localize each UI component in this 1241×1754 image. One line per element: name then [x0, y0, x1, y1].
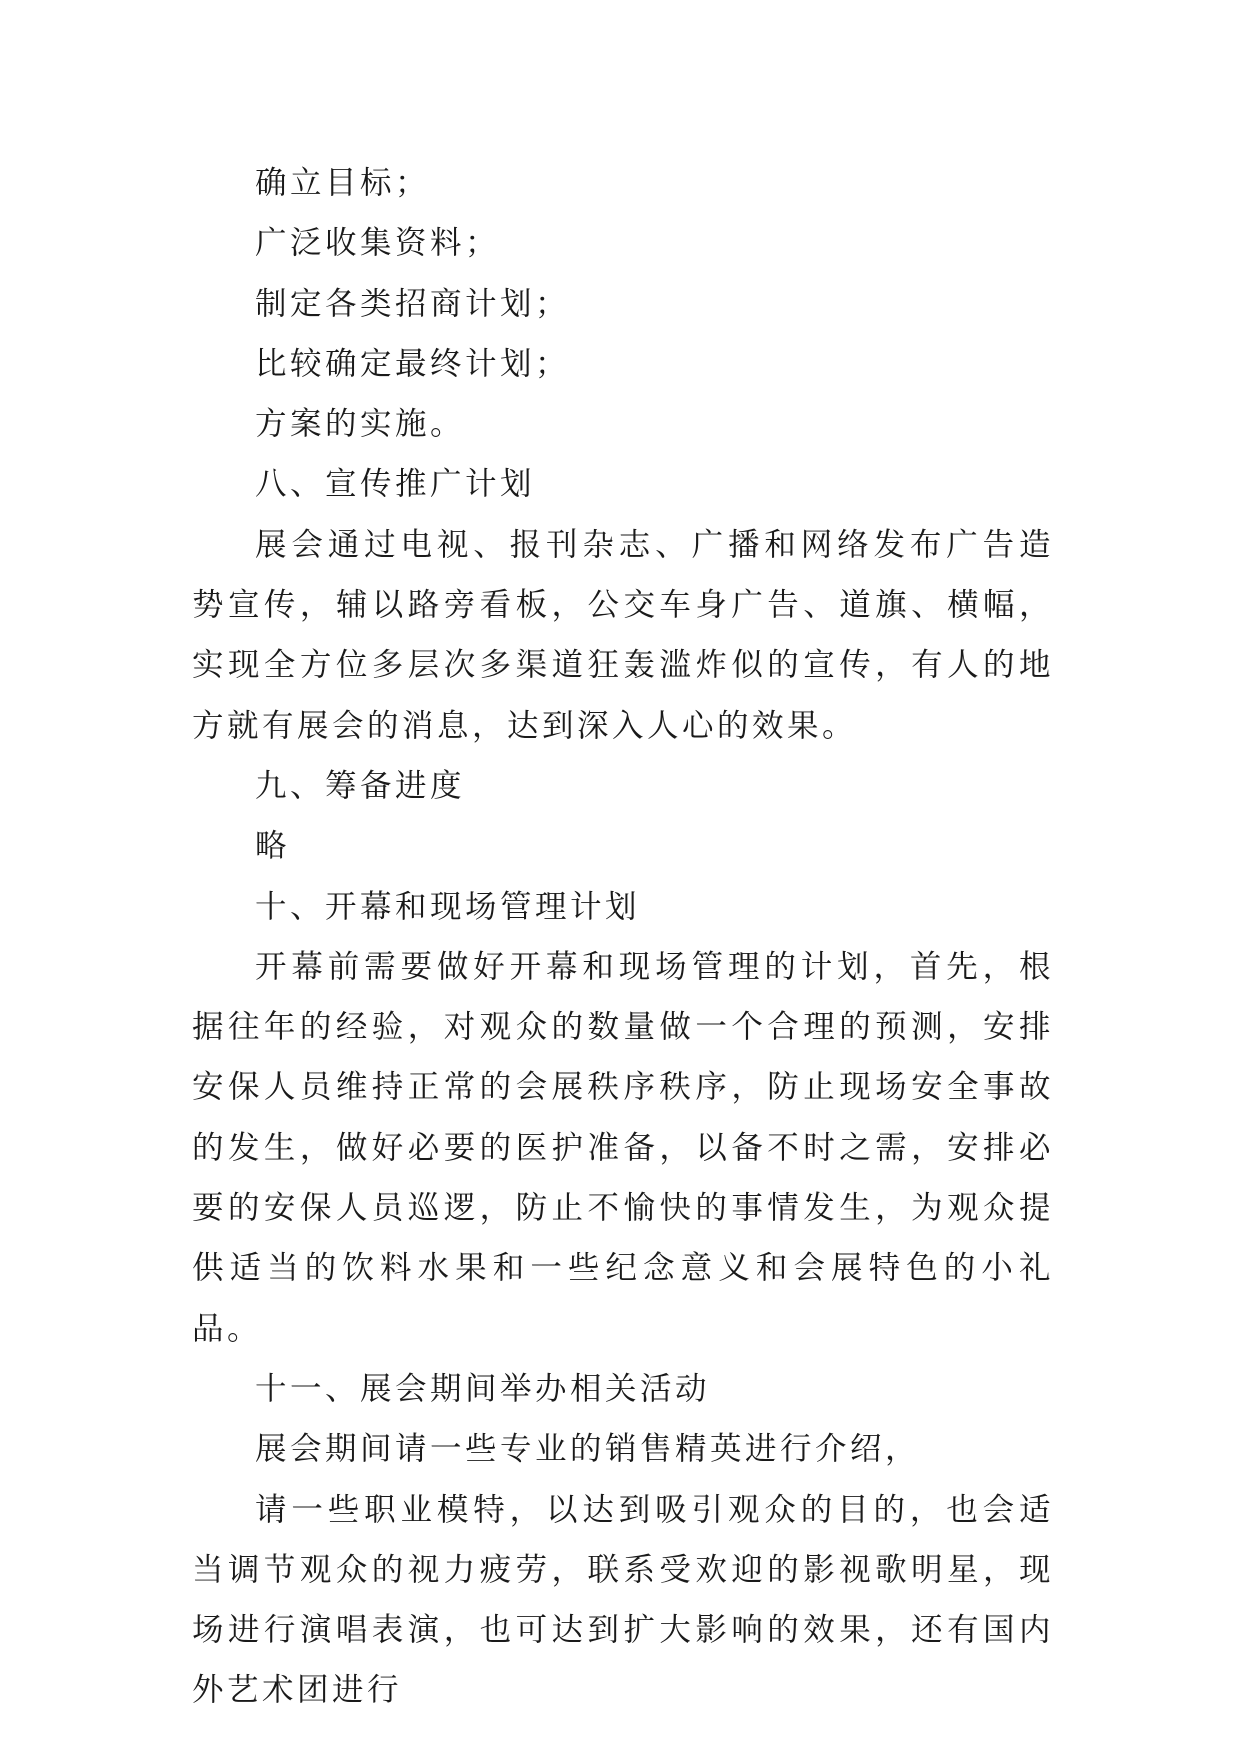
paragraph-opening-management: 开幕前需要做好开幕和现场管理的计划，首先，根据往年的经验，对观众的数量做一个合理的预测，安排安保人员维持正常的会展秩序秩序，防止现场安全事故的发生，做好必要的医护准备，以备不时之需，安排必要的安保人员巡逻，防止不愉快的事情发生，为观众提供适当的饮料水果和一些纪念意义和会展特色的小礼品。: [192, 948, 1054, 1347]
heading-section-8: 八、宣传推广计划: [255, 466, 536, 503]
document-body: [192, 153, 1054, 1721]
paragraph-plans: 制定各类招商计划；: [255, 285, 571, 322]
paragraph-collect-data: 广泛收集资料；: [255, 225, 501, 262]
heading-section-9: 九、筹备进度: [255, 767, 466, 804]
paragraph-sales-elite: 展会期间请一些专业的销售精英进行介绍，: [255, 1431, 921, 1468]
heading-section-11: 十一、展会期间举办相关活动: [255, 1370, 711, 1407]
paragraph-omitted: 略: [255, 828, 291, 865]
paragraph-compare: 比较确定最终计划；: [255, 345, 571, 382]
paragraph-implement: 方案的实施。: [255, 406, 466, 443]
paragraph-models-performance: 请一些职业模特，以达到吸引观众的目的，也会适当调节观众的视力疲劳，联系受欢迎的影视歌明星，现场进行演唱表演，也可达到扩大影响的效果，还有国内外艺术团进行: [192, 1491, 1054, 1709]
paragraph-promotion: 展会通过电视、报刊杂志、广播和网络发布广告造势宣传，辅以路旁看板，公交车身广告、道旗、横幅，实现全方位多层次多渠道狂轰滥炸似的宣传，有人的地方就有展会的消息，达到深入人心的效果。: [192, 526, 1054, 744]
heading-section-10: 十、开幕和现场管理计划: [255, 888, 641, 925]
paragraph-goal: 确立目标；: [255, 165, 431, 201]
